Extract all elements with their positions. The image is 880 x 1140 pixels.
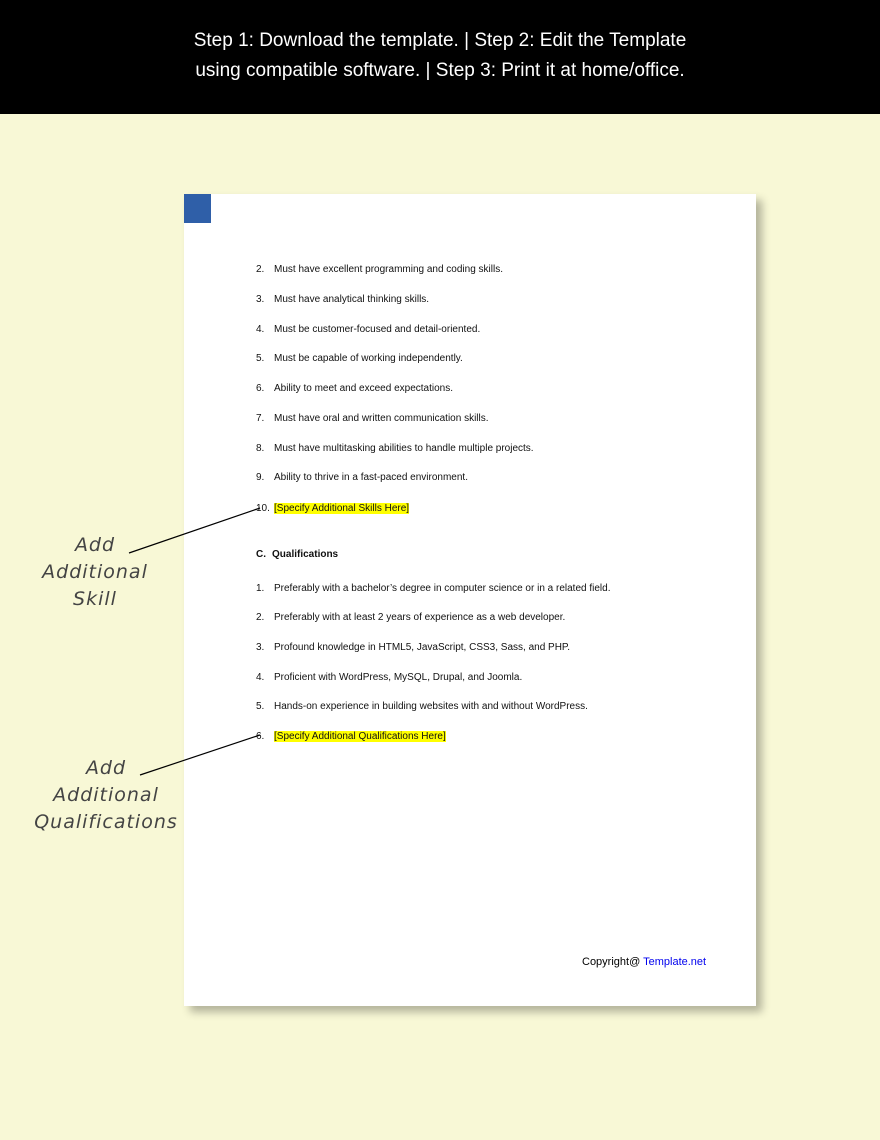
item-number: 8.	[256, 443, 265, 454]
item-number: 2.	[256, 612, 265, 623]
item-number: 6.	[256, 383, 265, 394]
item-text: Must be capable of working independently.	[274, 353, 463, 364]
item-number: 7.	[256, 413, 265, 424]
item-text: Must have excellent programming and coding skills.	[274, 264, 503, 275]
annotation-add-skill	[20, 532, 170, 613]
annotation-line: Additional	[42, 561, 148, 583]
copyright-prefix: Copyright@	[582, 956, 644, 968]
item-number: 9.	[256, 472, 265, 483]
item-number: 4.	[256, 324, 265, 335]
item-text: Ability to meet and exceed expectations.	[274, 383, 453, 394]
annotation-line: Skill	[73, 588, 117, 610]
item-text: Profound knowledge in HTML5, JavaScript, CSS3, Sass, and PHP.	[274, 642, 571, 653]
item-text: Must have multitasking abilities to handle multiple projects.	[274, 443, 534, 454]
editable-placeholder[interactable]: [Specify Additional Qualifications Here]	[274, 731, 446, 742]
item-number: 10.	[256, 503, 270, 514]
annotation-line: Qualifications	[34, 811, 178, 833]
item-text: Hands-on experience in building websites with and without WordPress.	[274, 701, 588, 712]
item-text: Preferably with a bachelor’s degree in computer science or in a related field.	[274, 583, 611, 594]
item-number: 6.	[256, 731, 265, 742]
banner-line-1: Step 1: Download the template. | Step 2: Edit the Template	[193, 30, 687, 51]
template-net-link[interactable]: Template.net	[643, 956, 707, 968]
item-number: 5.	[256, 353, 265, 364]
item-number: 3.	[256, 294, 265, 305]
item-text: Preferably with at least 2 years of experience as a web developer.	[274, 612, 566, 623]
annotation-line: Add	[74, 534, 116, 556]
item-number: 5.	[256, 701, 265, 712]
annotation-add-qualifications	[22, 755, 190, 836]
item-text: Proficient with WordPress, MySQL, Drupal, and Joomla.	[274, 672, 523, 683]
item-text: Must have oral and written communication skills.	[274, 413, 489, 424]
annotation-line: Add	[85, 757, 127, 779]
item-text: Must have analytical thinking skills.	[274, 294, 430, 305]
annotation-line: Additional	[53, 784, 159, 806]
item-text: Ability to thrive in a fast-paced environment.	[274, 472, 468, 483]
banner-line-2: using compatible software. | Step 3: Print it at home/office.	[195, 60, 685, 81]
item-number: 1.	[256, 583, 265, 594]
item-text: Must be customer-focused and detail-oriented.	[274, 324, 481, 335]
item-number: 3.	[256, 642, 265, 653]
item-number: 2.	[256, 264, 265, 275]
item-number: 4.	[256, 672, 265, 683]
section-letter: C.	[256, 549, 266, 560]
section-title: Qualifications	[272, 549, 339, 560]
editable-placeholder[interactable]: [Specify Additional Skills Here]	[274, 503, 410, 514]
